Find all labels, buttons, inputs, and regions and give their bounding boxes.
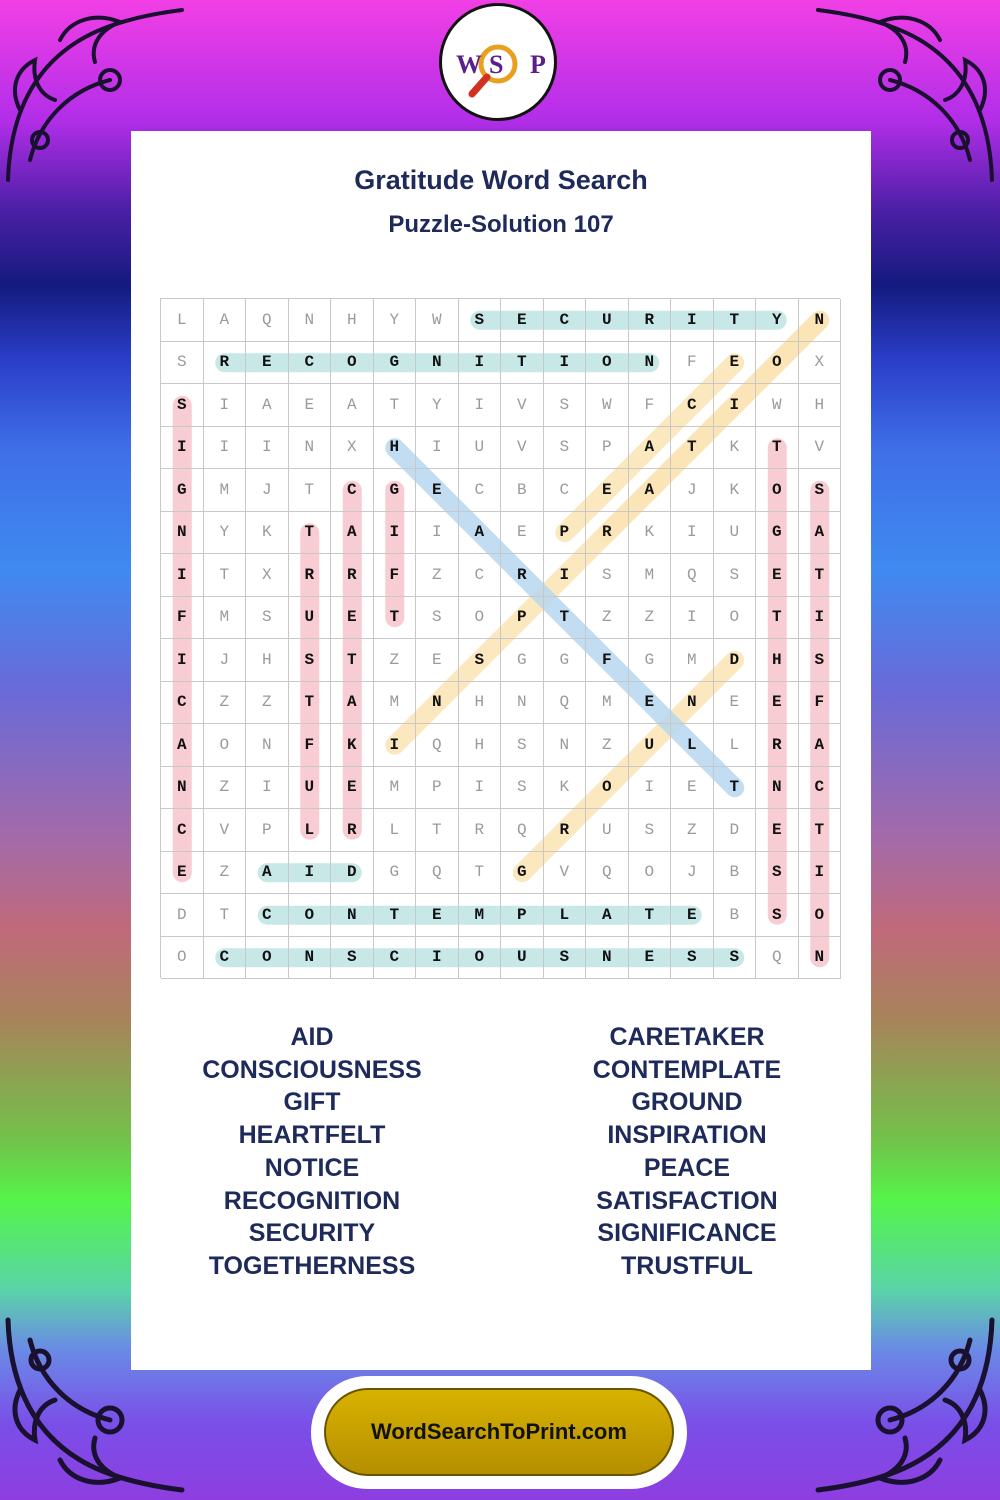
grid-cell: F [629,384,672,427]
grid-cell: B [501,469,544,512]
grid-cell: E [586,469,629,512]
grid-cell: G [374,852,417,895]
grid-cell: R [629,299,672,342]
grid-cell: S [331,937,374,980]
grid-cell: S [161,384,204,427]
grid-cell: H [756,639,799,682]
grid-cell: C [374,937,417,980]
grid-cell: S [246,597,289,640]
word-list-item: GIFT [283,1088,341,1117]
grid-cell: D [331,852,374,895]
grid-cell: W [586,384,629,427]
grid-cell: Q [501,809,544,852]
grid-cell: T [714,767,757,810]
grid-cell: Q [416,724,459,767]
grid-cell: A [799,512,842,555]
grid-cell: M [204,597,247,640]
grid-cell: S [714,937,757,980]
grid-cell: S [544,937,587,980]
grid-cell: I [374,512,417,555]
grid-cell: Q [586,852,629,895]
grid-cell: E [416,894,459,937]
grid-cell: J [204,639,247,682]
site-logo[interactable] [439,3,557,121]
grid-cell: Y [756,299,799,342]
grid-cell: T [756,427,799,470]
grid-cell: S [671,937,714,980]
grid-cell: E [331,767,374,810]
grid-cell: I [544,554,587,597]
grid-cell: Q [671,554,714,597]
grid-cell: H [331,299,374,342]
grid-cell: I [671,512,714,555]
word-list-item: SATISFACTION [596,1186,778,1215]
grid-cell: I [416,427,459,470]
grid-cell: I [416,512,459,555]
word-list-item: NOTICE [264,1153,360,1182]
grid-cell: Z [586,724,629,767]
grid-cell: N [161,512,204,555]
grid-cell: T [374,894,417,937]
grid-cell: T [459,852,502,895]
word-list-right [537,1021,837,1283]
grid-cell: N [246,724,289,767]
grid-cell: T [714,299,757,342]
grid-cell: G [629,639,672,682]
grid-cell: E [671,894,714,937]
grid-cell: L [289,809,332,852]
grid-cell: G [374,342,417,385]
grid-cell: N [161,767,204,810]
grid-cell: I [204,427,247,470]
grid-cell: A [331,512,374,555]
grid-cell: G [374,469,417,512]
grid-cell: N [756,767,799,810]
grid-cell: M [586,682,629,725]
grid-cell: P [501,894,544,937]
grid-cell: K [544,767,587,810]
grid-cell: Q [756,937,799,980]
word-list-item: CONSCIOUSNESS [202,1055,422,1084]
grid-cell: G [501,639,544,682]
word-search-grid [160,298,840,978]
grid-cell: Y [416,384,459,427]
grid-cell: I [161,639,204,682]
grid-cell: I [161,554,204,597]
grid-cell: R [331,554,374,597]
grid-cell: N [671,682,714,725]
grid-cell: L [714,724,757,767]
grid-cell: M [374,682,417,725]
grid-cell: O [756,342,799,385]
word-list-item: SECURITY [248,1219,376,1248]
grid-cell: I [459,767,502,810]
grid-cell: L [374,809,417,852]
word-list-item: GROUND [631,1088,743,1117]
grid-cell: N [586,937,629,980]
grid-cell: S [501,724,544,767]
grid-cell: T [204,894,247,937]
grid-cell: B [714,894,757,937]
grid-cell: S [289,639,332,682]
word-list-item: SIGNIFICANCE [597,1219,777,1248]
word-list-item: INSPIRATION [607,1121,767,1150]
grid-cell: K [714,427,757,470]
grid-cell: X [246,554,289,597]
grid-cell: H [246,639,289,682]
grid-cell: S [544,384,587,427]
grid-cell: O [799,894,842,937]
grid-cell: Z [204,852,247,895]
grid-cell: O [756,469,799,512]
grid-cell: T [374,597,417,640]
grid-cell: S [756,894,799,937]
grid-cell: I [246,767,289,810]
grid-cell: A [204,299,247,342]
grid-cell: X [331,427,374,470]
page-subtitle: Puzzle-Solution 107 [388,211,614,238]
grid-cell: I [161,427,204,470]
grid-cell: L [161,299,204,342]
grid-cell: K [331,724,374,767]
grid-cell: Z [204,767,247,810]
grid-cell: O [246,937,289,980]
grid-cell: Y [204,512,247,555]
grid-cell: G [756,512,799,555]
grid-cell: Y [374,299,417,342]
grid-cell: T [331,639,374,682]
grid-cell: Q [416,852,459,895]
grid-cell: G [544,639,587,682]
grid-cell: E [671,767,714,810]
grid-cell: H [459,682,502,725]
grid-cell: C [289,342,332,385]
grid-cell: R [331,809,374,852]
grid-cell: N [501,682,544,725]
grid-cell: E [629,682,672,725]
grid-cell: J [671,469,714,512]
grid-cell: U [459,427,502,470]
grid-cell: T [544,597,587,640]
grid-cell: L [671,724,714,767]
grid-cell: N [331,894,374,937]
word-list-left [162,1021,462,1283]
grid-cell: E [246,342,289,385]
grid-cell: F [799,682,842,725]
grid-cell: S [629,809,672,852]
grid-cell: R [586,512,629,555]
grid-cell: I [544,342,587,385]
grid-cell: D [714,809,757,852]
grid-cell: F [161,597,204,640]
grid-cell: S [501,767,544,810]
grid-cell: J [246,469,289,512]
grid-cell: T [204,554,247,597]
grid-cell: I [459,384,502,427]
puzzle-panel [131,131,871,1370]
grid-cell: S [586,554,629,597]
grid-cell: C [204,937,247,980]
grid-cell: V [544,852,587,895]
grid-cell: O [586,767,629,810]
grid-cell: O [331,342,374,385]
grid-cell: T [289,682,332,725]
grid-cell: K [629,512,672,555]
grid-cell: T [671,427,714,470]
grid-cell: I [289,852,332,895]
grid-cell: N [799,299,842,342]
grid-cell: P [501,597,544,640]
grid-cell: V [799,427,842,470]
grid-cell: P [416,767,459,810]
grid-cell: W [756,384,799,427]
grid-cell: S [756,852,799,895]
logo-letter-s: S [489,50,504,79]
grid-cell: E [756,809,799,852]
grid-cell: G [161,469,204,512]
grid-cell: B [714,852,757,895]
grid-cell: H [459,724,502,767]
grid-cell: I [799,852,842,895]
grid-cell: I [629,767,672,810]
grid-cell: S [161,342,204,385]
logo-letter-p: P [530,50,546,79]
grid-cell: O [629,852,672,895]
grid-cell: L [544,894,587,937]
grid-cell: S [459,639,502,682]
grid-cell: C [459,469,502,512]
grid-cell: O [204,724,247,767]
grid-cell: E [161,852,204,895]
grid-cell: F [289,724,332,767]
grid-cell: A [459,512,502,555]
grid-cell: C [671,384,714,427]
grid-cell: D [714,639,757,682]
grid-cell: C [161,682,204,725]
grid-cell: A [629,427,672,470]
grid-cell: S [416,597,459,640]
grid-cell: N [629,342,672,385]
grid-cell: T [799,554,842,597]
grid-cell: P [586,427,629,470]
grid-cell: T [289,469,332,512]
grid-cell: T [756,597,799,640]
grid-cell: F [374,554,417,597]
grid-cell: N [416,682,459,725]
word-list-item: TRUSTFUL [621,1251,753,1280]
grid-cell: U [501,937,544,980]
grid-cell: C [799,767,842,810]
grid-cell: I [246,427,289,470]
grid-cell: S [714,554,757,597]
grid-cell: U [289,597,332,640]
grid-cell: M [374,767,417,810]
grid-cell: U [586,299,629,342]
grid-cell: K [246,512,289,555]
grid-cell: I [714,384,757,427]
grid-cell: I [204,384,247,427]
site-link-button[interactable]: WordSearchToPrint.com [324,1388,674,1476]
grid-cell: A [246,384,289,427]
grid-cell: R [501,554,544,597]
grid-cell: P [544,512,587,555]
grid-cell: Z [416,554,459,597]
grid-cell: K [714,469,757,512]
grid-cell: M [459,894,502,937]
grid-cell: C [544,469,587,512]
word-list-item: AID [290,1023,334,1051]
grid-cell: M [204,469,247,512]
grid-cell: C [544,299,587,342]
grid-cell: T [289,512,332,555]
grid-cell: M [629,554,672,597]
grid-cell: M [671,639,714,682]
grid-cell: C [331,469,374,512]
grid-cell: U [629,724,672,767]
grid-cell: O [586,342,629,385]
grid-cell: N [289,427,332,470]
grid-cell: I [671,299,714,342]
word-list-item: CONTEMPLATE [592,1055,782,1084]
grid-cell: H [374,427,417,470]
grid-cell: U [289,767,332,810]
grid-cell: E [714,342,757,385]
grid-cell: Z [671,809,714,852]
grid-cell: Z [246,682,289,725]
grid-cell: F [586,639,629,682]
word-list-item: PEACE [643,1153,731,1182]
word-list-item: CARETAKER [609,1023,765,1051]
grid-cell: E [756,682,799,725]
grid-cell: T [374,384,417,427]
grid-cell: W [416,299,459,342]
grid-cell: Q [246,299,289,342]
grid-cell: Q [544,682,587,725]
grid-cell: O [289,894,332,937]
grid-cell: Z [586,597,629,640]
grid-cell: Z [374,639,417,682]
grid-cell: R [544,809,587,852]
grid-cell: A [586,894,629,937]
grid-cell: N [289,937,332,980]
grid-cell: R [756,724,799,767]
grid-cell: R [204,342,247,385]
grid-cell: A [161,724,204,767]
grid-cell: R [459,809,502,852]
grid-cell: T [799,809,842,852]
grid-cell: I [459,342,502,385]
grid-cell: G [501,852,544,895]
grid-cell: F [671,342,714,385]
grid-cell: S [544,427,587,470]
grid-cell: I [416,937,459,980]
grid-cell: E [416,639,459,682]
word-list-item: RECOGNITION [223,1186,401,1215]
grid-cell: J [671,852,714,895]
grid-cell: I [799,597,842,640]
grid-cell: E [629,937,672,980]
grid-cell: A [331,682,374,725]
grid-cell: T [416,809,459,852]
word-list-item: HEARTFELT [238,1121,386,1150]
grid-cell: N [544,724,587,767]
grid-cell: V [501,384,544,427]
grid-cell: E [756,554,799,597]
grid-cell: E [416,469,459,512]
grid-cell: A [246,852,289,895]
grid-cell: E [331,597,374,640]
grid-cell: S [799,469,842,512]
page-title: Gratitude Word Search [354,165,648,195]
grid-cell: E [714,682,757,725]
grid-cell: T [501,342,544,385]
grid-cell: O [459,597,502,640]
grid-cell: O [459,937,502,980]
grid-cell: U [586,809,629,852]
grid-cell: H [799,384,842,427]
grid-cell: V [501,427,544,470]
grid-cell: C [459,554,502,597]
grid-cell: E [501,512,544,555]
grid-cell: C [246,894,289,937]
grid-cell: P [246,809,289,852]
grid-cell: R [289,554,332,597]
grid-cell: C [161,809,204,852]
grid-cell: N [416,342,459,385]
grid-cell: O [714,597,757,640]
grid-cell: I [671,597,714,640]
word-list-item: TOGETHERNESS [208,1251,416,1280]
grid-cell: V [204,809,247,852]
logo-letter-w: W [456,50,482,79]
grid-cell: D [161,894,204,937]
grid-cell: T [629,894,672,937]
grid-cell: O [161,937,204,980]
grid-cell: A [629,469,672,512]
grid-cell: Z [204,682,247,725]
grid-cell: E [289,384,332,427]
grid-cell: E [501,299,544,342]
grid-cell: Z [629,597,672,640]
grid-cell: U [714,512,757,555]
grid-cell: S [799,639,842,682]
grid-cell: A [331,384,374,427]
footer-badge [311,1376,687,1489]
grid-cell: S [459,299,502,342]
grid-cell: I [374,724,417,767]
grid-cell: N [289,299,332,342]
grid-cell: X [799,342,842,385]
grid-cell: A [799,724,842,767]
grid-cell: N [799,937,842,980]
